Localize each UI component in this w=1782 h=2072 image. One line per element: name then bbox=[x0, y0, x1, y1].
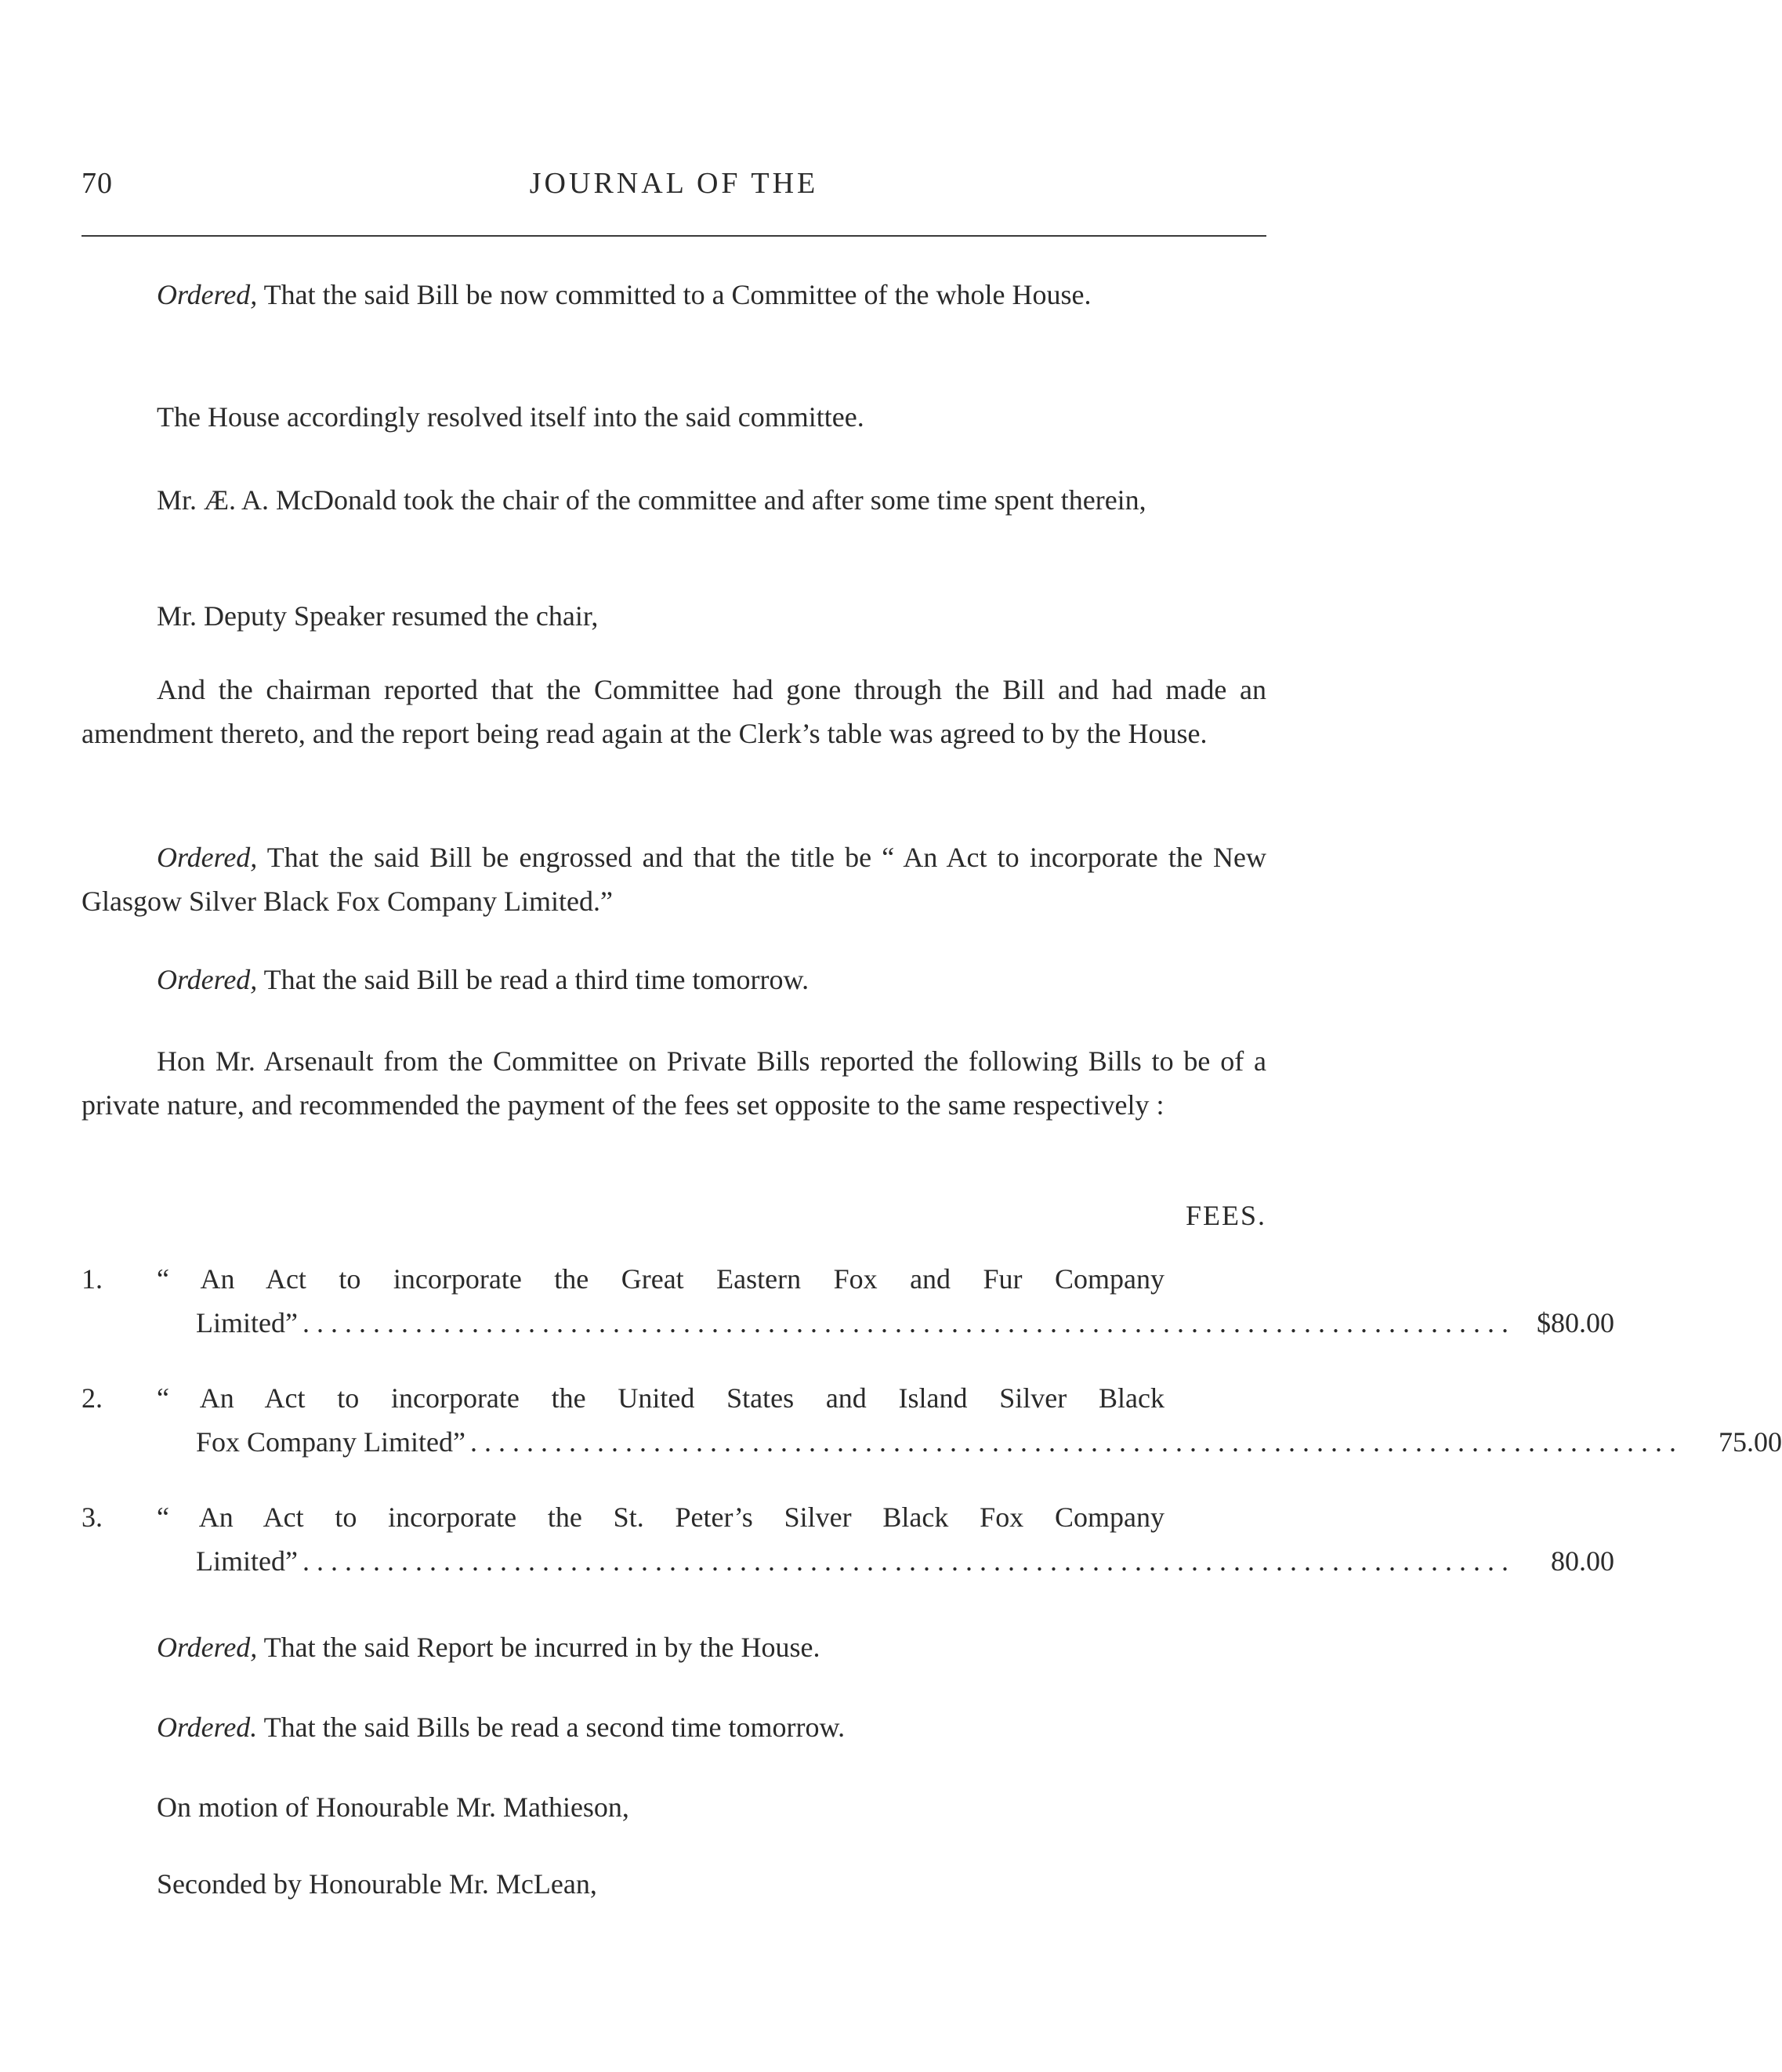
ordered-lead: Ordered, bbox=[157, 842, 258, 873]
running-title: JOURNAL OF THE bbox=[529, 167, 819, 200]
paragraph-chair-taken bbox=[81, 478, 1266, 522]
bill-title-line: “ An Act to incorporate the Great Eastern Fox and Fur Company bbox=[157, 1263, 1164, 1295]
bill-title-continuation: Limited” bbox=[196, 1545, 298, 1577]
dot-leader: ...................................................................................... bbox=[302, 1307, 1516, 1338]
paragraph-resolved bbox=[81, 395, 1266, 439]
ordered-lead: Ordered, bbox=[157, 279, 258, 310]
paragraph-third-reading bbox=[81, 958, 1266, 1002]
paragraph-text: Mr. Æ. A. McDonald took the chair of the committee and after some time spent therein, bbox=[157, 484, 1146, 516]
paragraph-chairman-report bbox=[81, 668, 1266, 755]
fee-amount: 80.00 bbox=[1550, 1545, 1614, 1577]
paragraph-private-bills-report bbox=[81, 1039, 1266, 1127]
paragraph-text: That the said Bills be read a second time tomorrow. bbox=[257, 1712, 846, 1743]
paragraph-text: On motion of Honourable Mr. Mathieson, bbox=[157, 1791, 629, 1823]
paragraph-seconded bbox=[81, 1862, 1266, 1906]
dot-leader: ...................................................................................... bbox=[469, 1426, 1683, 1458]
paragraph-engrossed bbox=[81, 835, 1266, 923]
paragraph-text: Seconded by Honourable Mr. McLean, bbox=[157, 1868, 597, 1900]
page-header bbox=[81, 166, 1266, 210]
paragraph-text: That the said Report be incurred in by the House. bbox=[257, 1632, 820, 1663]
paragraph-text: That the said Bill be read a third time tomorrow. bbox=[257, 964, 810, 995]
bill-title-continuation: Limited” bbox=[196, 1307, 298, 1338]
paragraph-report-concurred bbox=[81, 1625, 1266, 1669]
fee-amount: $80.00 bbox=[1536, 1307, 1614, 1338]
bill-title-line: “ An Act to incorporate the United States and Island Silver Black bbox=[157, 1382, 1164, 1414]
paragraph-text: The House accordingly resolved itself into the said committee. bbox=[157, 401, 864, 433]
item-number: 2. bbox=[81, 1382, 103, 1414]
paragraph-second-reading bbox=[81, 1705, 1266, 1749]
ordered-lead: Ordered, bbox=[157, 964, 258, 995]
paragraph-text: Hon Mr. Arsenault from the Committee on Private Bills reported the following Bills to be of a private nature, and recommended the payment of the fees set opposite to the same respectively : bbox=[81, 1045, 1266, 1121]
paragraph-text: And the chairman reported that the Committee had gone through the Bill and had made an amendment thereto, and the report being read again at the Clerk’s table was agreed to by the House. bbox=[81, 674, 1266, 749]
paragraph-text: That the said Bill be engrossed and that the title be “ An Act to incorporate the New Glasgow Silver Black Fox Company Limited.” bbox=[81, 842, 1266, 917]
fees-heading: FEES. bbox=[1185, 1200, 1266, 1231]
paragraph-motion bbox=[81, 1785, 1266, 1829]
bill-title-line: “ An Act to incorporate the St. Peter’s Silver Black Fox Company bbox=[157, 1501, 1164, 1533]
page-number: 70 bbox=[81, 167, 113, 200]
paragraph-text: That the said Bill be now committed to a Committee of the whole House. bbox=[257, 279, 1092, 310]
ordered-lead: Ordered. bbox=[157, 1712, 258, 1743]
ordered-lead: Ordered, bbox=[157, 1632, 258, 1663]
dot-leader: ...................................................................................... bbox=[302, 1545, 1516, 1577]
bill-title-continuation: Fox Company Limited” bbox=[196, 1426, 465, 1458]
paragraph-committed bbox=[81, 273, 1266, 317]
paragraph-speaker-resumed bbox=[81, 594, 1266, 638]
item-number: 1. bbox=[81, 1263, 103, 1295]
paragraph-text: Mr. Deputy Speaker resumed the chair, bbox=[157, 600, 599, 632]
header-rule bbox=[81, 235, 1266, 237]
item-number: 3. bbox=[81, 1501, 103, 1533]
fee-amount: 75.00 bbox=[1718, 1426, 1782, 1458]
